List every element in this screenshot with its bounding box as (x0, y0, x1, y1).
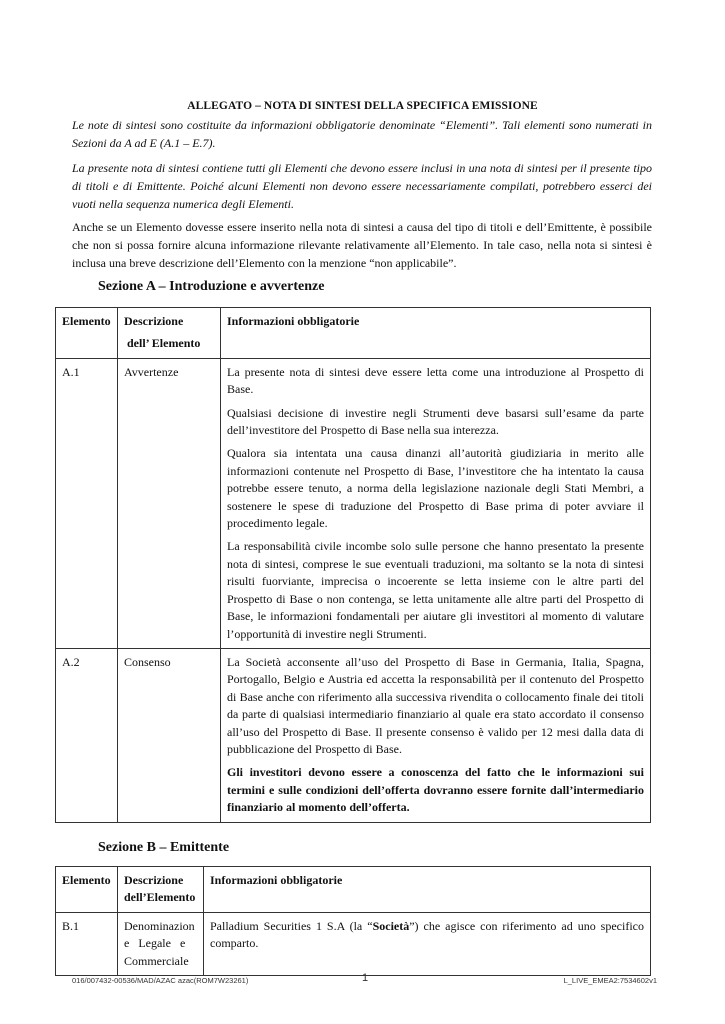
row-content (221, 358, 651, 648)
content-paragraph: Qualsiasi decisione di investire negli Strumenti deve basarsi sull’esame da parte dell’investitore del Prospetto di Base nella sua interezza. (227, 405, 644, 438)
section-b-heading: Sezione B – Emittente (98, 840, 230, 855)
header-elemento: Elemento (56, 308, 118, 359)
content-text-before: Palladium Securities 1 S.A (la “ (210, 918, 373, 933)
document-title: ALLEGATO – NOTA DI SINTESI DELLA SPECIFICA EMISSIONE (187, 100, 538, 112)
intro-paragraph-2: La presente nota di sintesi contiene tutti gli Elementi che devono essere inclusi in una nota di sintesi per il presente tipo di titoli e di Emittente. Poiché alcuni Elementi non devono essere necessariamente compilati, potrebbero esserci dei vuoti nella sequenza numerica degli Elementi. (72, 161, 652, 211)
header-descrizione-line1: Descrizione (124, 873, 184, 887)
intro-paragraph-3: Anche se un Elemento dovesse essere inserito nella nota di sintesi a causa del tipo di titoli e dell’Emittente, è possibile che non si possa fornire alcuna informazione rilevante relativamente all’Elemento. In tale caso, nella nota si sintesi è inclusa una breve descrizione dell’Elemento con la menzione “non applicabile”. (72, 220, 652, 270)
content-paragraph: La responsabilità civile incombe solo sulle persone che hanno presentato la presente nota di sintesi, comprese le sue eventuali traduzioni, ma soltanto se la nota di sintesi risulti fuorviante, imprecisa o incoerente se letta insieme con le altre parti del Prospetto di Base o non contenga, se letta unitamente alle altre parti del Prospetto di Base, le informazioni fondamentali per aiutare gli investitori al momento di valutare l’opportunità di investire negli Strumenti. (227, 539, 644, 641)
row-code: B.1 (56, 912, 118, 975)
header-descrizione (118, 867, 204, 913)
footer-reference: 016/007432-00536/MAD/AZAC azac(ROM7W23261) (72, 976, 249, 985)
content-text-after: ”) che agisce con riferimento ad uno specifico comparto. (210, 918, 644, 951)
header-descrizione-line2: dell’Elemento (124, 890, 196, 905)
header-descrizione (118, 308, 221, 359)
row-code: A.2 (56, 648, 118, 822)
page-number: 1 (361, 972, 369, 984)
header-descrizione-line1: Descrizione (124, 314, 184, 328)
footer-document-id: L_LIVE_EMEA2:7534602v1 (563, 976, 657, 985)
desc-line: e Legale e (124, 936, 186, 951)
table-row (56, 358, 651, 648)
row-description (118, 912, 204, 975)
desc-line: Commerciale (124, 953, 189, 968)
table-header-row (56, 308, 651, 359)
header-elemento: Elemento (56, 867, 118, 913)
content-text-bold: Società (372, 918, 410, 933)
content-paragraph: La Società acconsente all’uso del Prospetto di Base in Germania, Italia, Spagna, Portogallo, Belgio e Austria ed accetta la responsabilità per il contenuto del Prospetto di Base anche con riferimento alla successiva rivendita o collocamento finale dei titoli da parte di qualsiasi intermediario finanziario al quale era stato accordato il consenso all’uso del Prospetto di Base. Il presente consenso è valido per 12 mesi dalla data di pubblicazione del Prospetto di Base. (227, 654, 644, 756)
section-a-table (55, 307, 651, 823)
content-paragraph (210, 918, 644, 953)
section-a-heading: Sezione A – Introduzione e avvertenze (98, 279, 325, 294)
table-row (56, 912, 651, 975)
row-code: A.1 (56, 358, 118, 648)
section-b-table (55, 866, 651, 976)
table-row (56, 648, 651, 822)
row-content (204, 912, 651, 975)
content-paragraph: La presente nota di sintesi deve essere letta come una introduzione al Prospetto di Base. (227, 364, 644, 397)
header-informazioni: Informazioni obbligatorie (204, 867, 651, 913)
row-description: Consenso (118, 648, 221, 822)
row-content (221, 648, 651, 822)
content-paragraph: Qualora sia intentata una causa dinanzi all’autorità giudiziaria in merito alle informazioni contenute nel Prospetto di Base, l’investitore che ha intentato la causa potrebbe essere tenuto, a norma della legislazione nazionale degli Stati Membri, a sostenere le spese di traduzione del Prospetto di Base prima di poter avviare il procedimento legale. (227, 446, 644, 531)
header-informazioni: Informazioni obbligatorie (221, 308, 651, 359)
row-description: Avvertenze (118, 358, 221, 648)
content-bold-paragraph: Gli investitori devono essere a conoscenza del fatto che le informazioni sui termini e sulle condizioni dell’offerta dovranno essere fornite dall’intermediario finanziario al momento dell’offerta. (227, 765, 644, 815)
intro-paragraph-1: Le note di sintesi sono costituite da informazioni obbligatorie denominate “Elementi”. Tali elementi sono numerati in Sezioni da A ad E (A.1 – E.7). (72, 118, 652, 150)
desc-line: Denominazion (124, 918, 195, 933)
table-header-row (56, 867, 651, 913)
header-descrizione-line2: dell’ Elemento (127, 336, 201, 351)
